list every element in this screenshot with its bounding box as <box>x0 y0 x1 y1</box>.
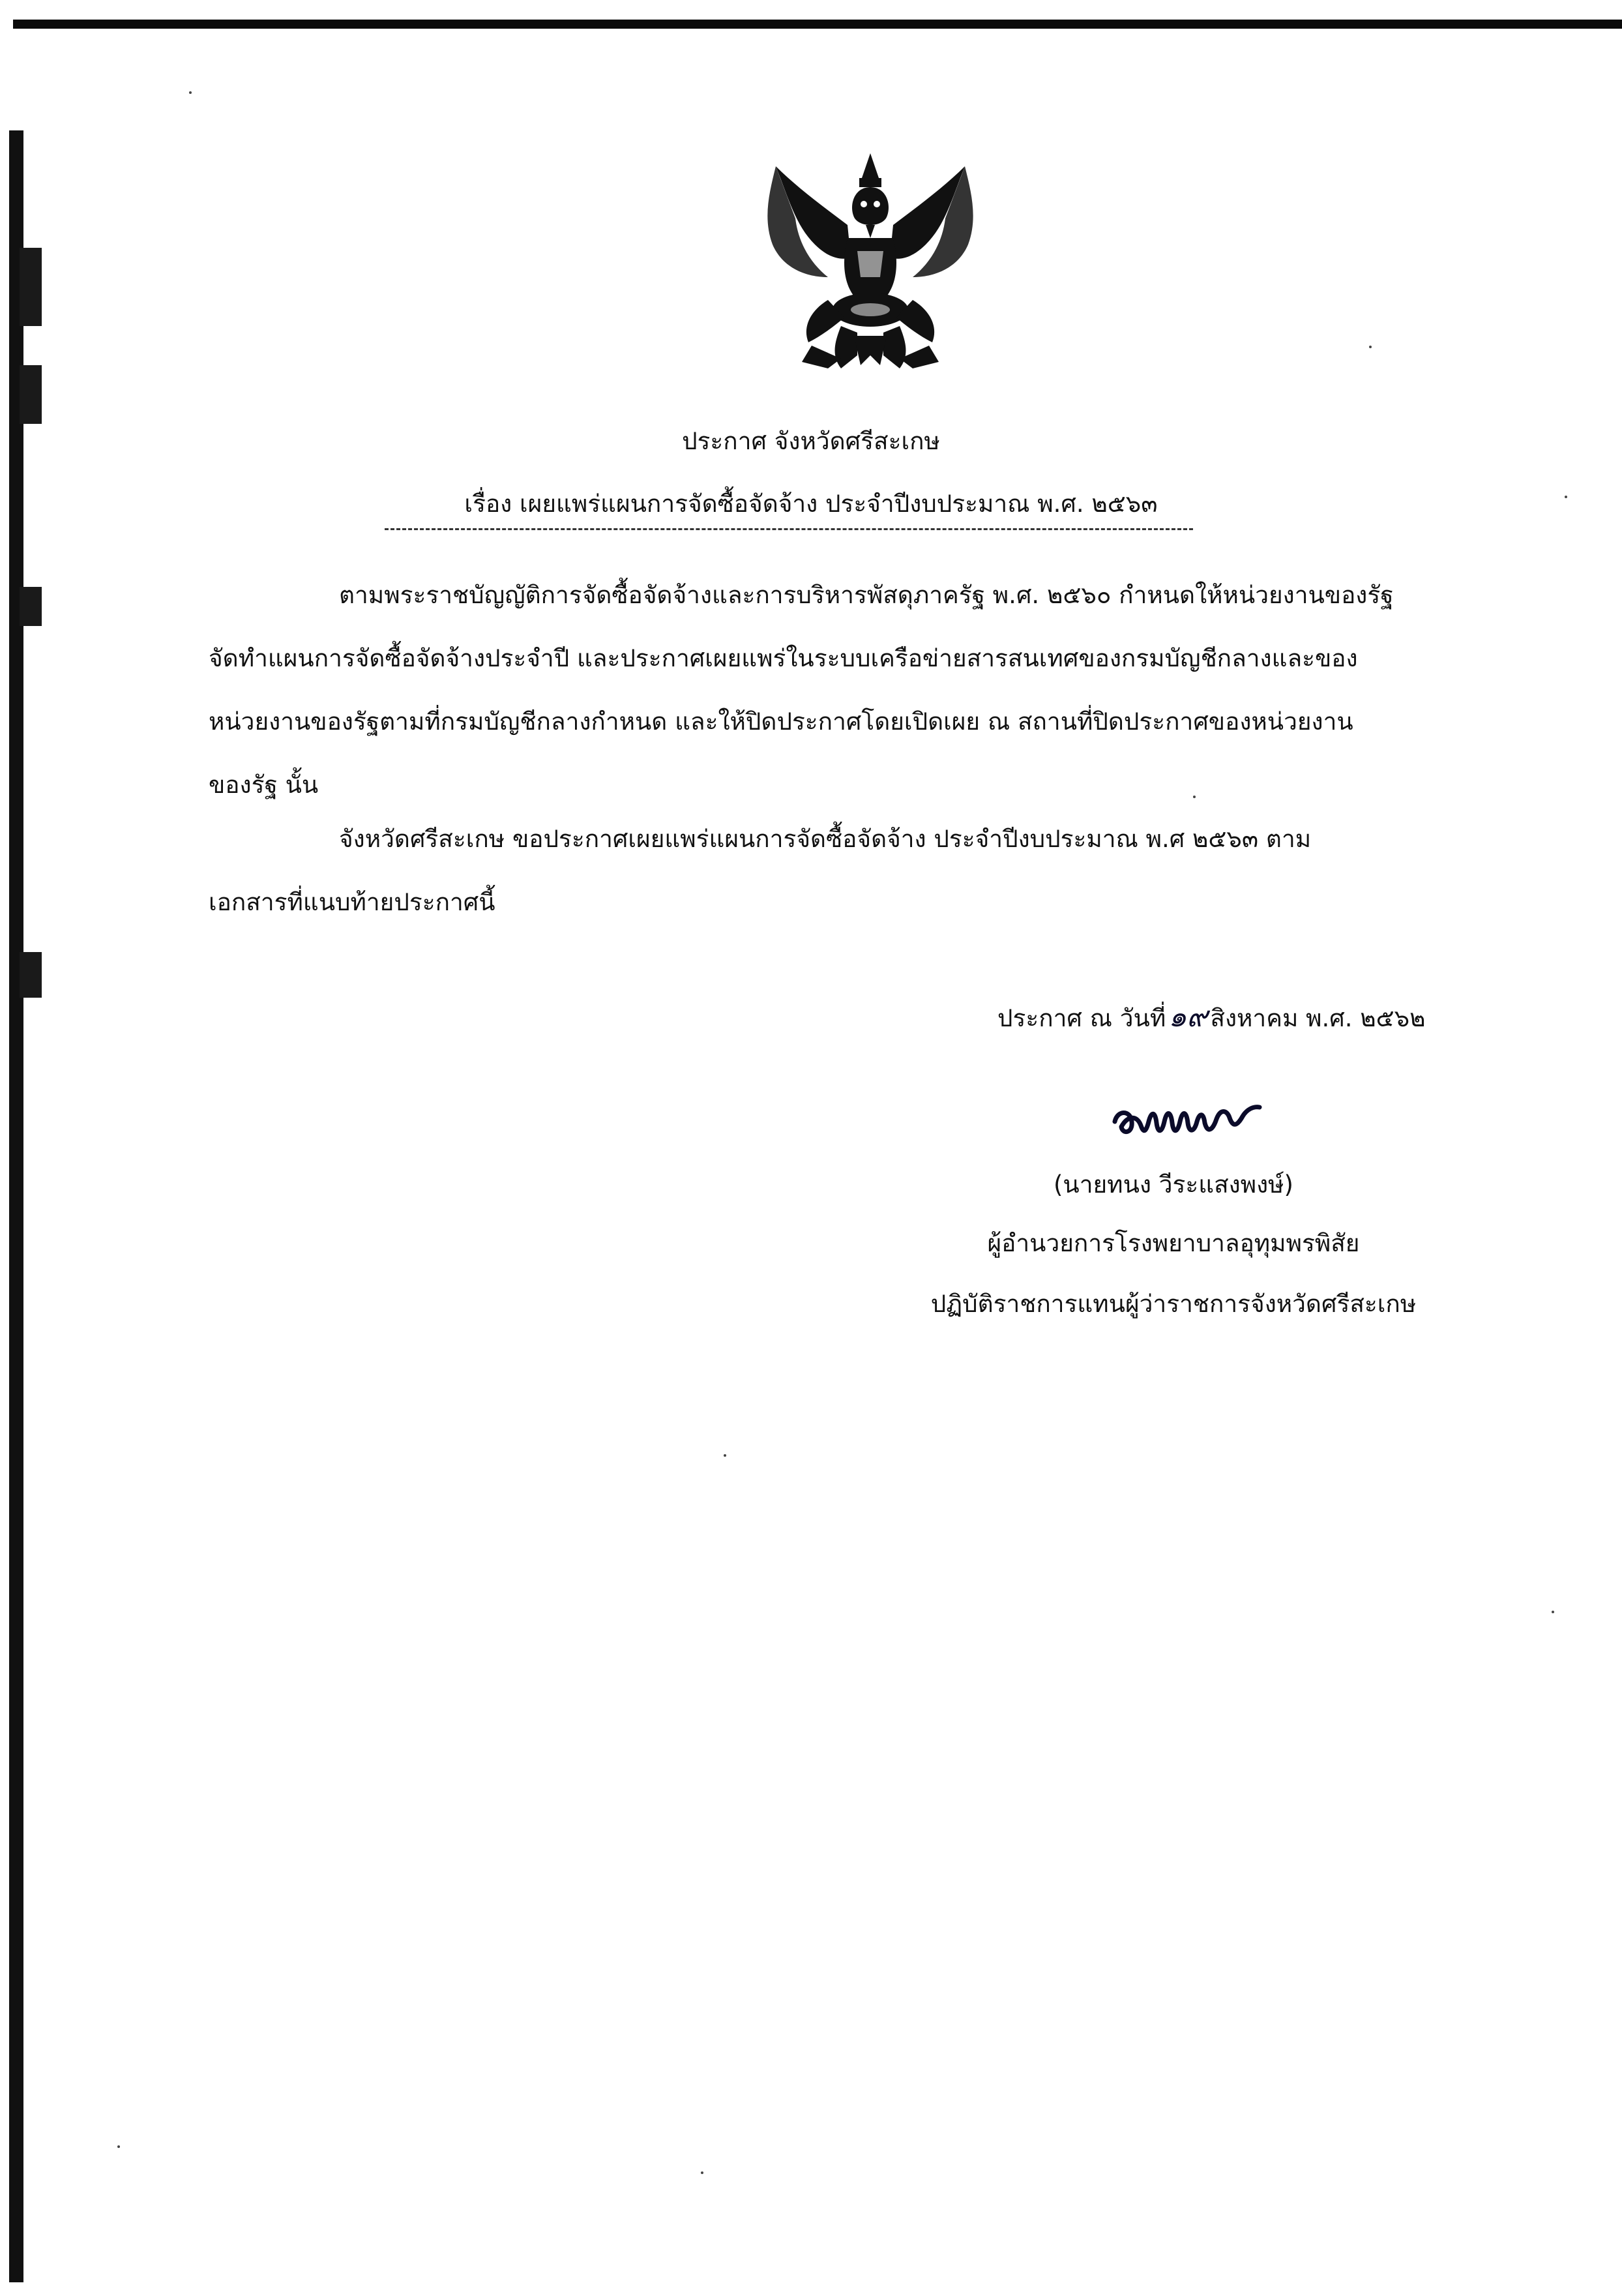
body-paragraph-1-line-4: ของรัฐ นั้น <box>209 771 319 799</box>
scan-speck <box>1193 796 1196 798</box>
scan-speck <box>1369 346 1372 348</box>
signatory-acting-for: ปฏิบัติราชการแทนผู้ว่าราชการจังหวัดศรีสะเกษ <box>930 1290 1417 1318</box>
signatory-position: ผู้อำนวยการโรงพยาบาลอุทุมพรพิสัย <box>987 1229 1360 1257</box>
body-paragraph-2-line-1: จังหวัดศรีสะเกษ ขอประกาศเผยแพร่แผนการจัดซื้อจัดจ้าง ประจำปีงบประมาณ พ.ศ ๒๕๖๓ ตาม <box>339 825 1312 853</box>
date-day: ๑๙ <box>1168 1000 1208 1034</box>
date-prefix: ประกาศ ณ วันที่ <box>997 1004 1166 1032</box>
scan-edge-mark <box>20 248 42 326</box>
announcement-title: ประกาศ จังหวัดศรีสะเกษ <box>682 427 940 455</box>
scan-edge-top <box>13 20 1622 29</box>
scan-speck <box>117 2145 120 2148</box>
body-paragraph-1-line-2: จัดทำแผนการจัดซื้อจัดจ้างประจำปี และประกาศเผยแพร่ในระบบเครือข่ายสารสนเทศของกรมบัญชีกลางและของ <box>209 644 1358 672</box>
scan-speck <box>1552 1611 1554 1613</box>
garuda-emblem-icon <box>750 147 991 375</box>
body-paragraph-1-line-1: ตามพระราชบัญญัติการจัดซื้อจัดจ้างและการบริหารพัสดุภาครัฐ พ.ศ. ๒๕๖๐ กำหนดให้หน่วยงานของรัฐ <box>339 581 1394 609</box>
body-paragraph-2-line-2: เอกสารที่แนบท้ายประกาศนี้ <box>209 888 495 916</box>
announcement-subject: เรื่อง เผยแพร่แผนการจัดซื้อจัดจ้าง ประจำปีงบประมาณ พ.ศ. ๒๕๖๓ <box>464 490 1158 518</box>
scan-speck <box>701 2171 703 2174</box>
date-month-year: สิงหาคม พ.ศ. ๒๕๖๒ <box>1210 1004 1426 1032</box>
signatory-name: (นายทนง วีระแสงพงษ์) <box>1054 1170 1293 1199</box>
announcement-date <box>997 1001 1426 1035</box>
scan-speck <box>724 1454 726 1457</box>
scan-edge-mark <box>20 365 42 424</box>
dashed-divider <box>385 528 1193 530</box>
body-paragraph-1-line-3: หน่วยงานของรัฐตามที่กรมบัญชีกลางกำหนด และให้ปิดประกาศโดยเปิดเผย ณ สถานที่ปิดประกาศของหน่วยงาน <box>209 708 1353 736</box>
handwritten-signature <box>1108 1096 1278 1148</box>
scan-edge-mark <box>20 952 42 998</box>
scan-speck <box>189 91 192 94</box>
scan-edge-mark <box>20 587 42 626</box>
scan-speck <box>1565 496 1567 498</box>
